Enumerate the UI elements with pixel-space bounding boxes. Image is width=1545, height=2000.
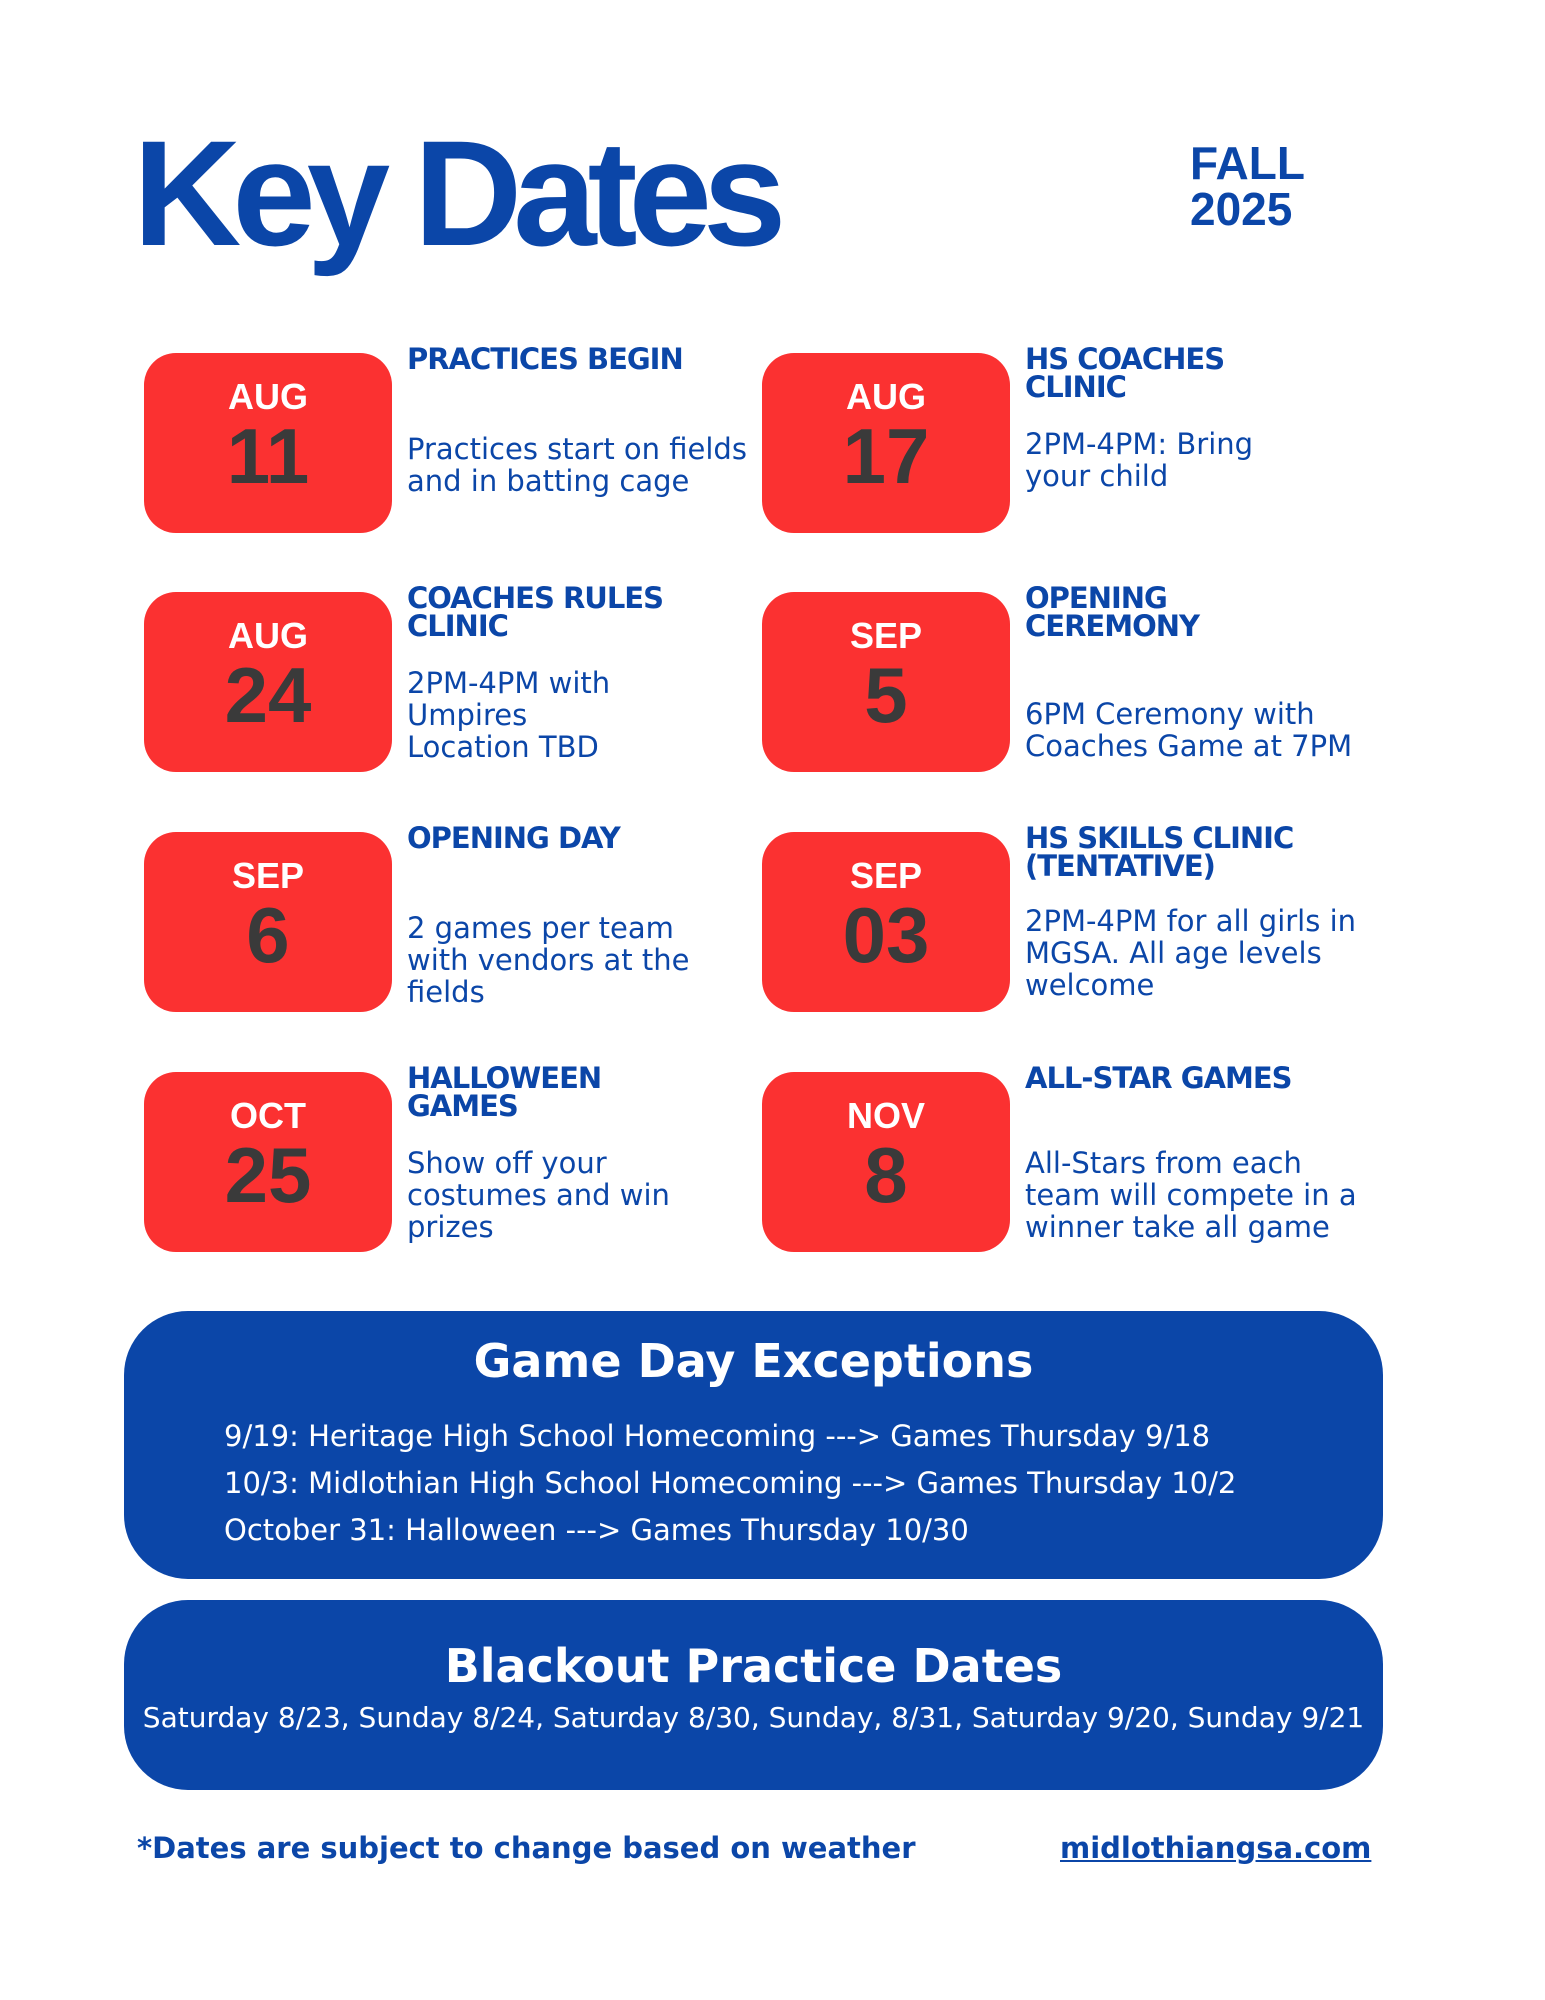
date-month: OCT <box>230 1095 306 1136</box>
page-title: Key Dates <box>133 109 778 277</box>
date-month: AUG <box>846 376 926 417</box>
event-card-opening-ceremony <box>762 581 1362 782</box>
event-description: 2PM-4PM with Umpires Location TBD <box>407 666 611 764</box>
season-term: FALL <box>1190 137 1305 189</box>
season-label <box>1190 137 1350 235</box>
event-card-opening-day <box>144 821 744 1022</box>
game-day-exceptions-panel <box>124 1311 1383 1579</box>
event-card-hs-coaches-clinic <box>762 342 1362 543</box>
date-day: 17 <box>842 412 930 500</box>
event-description: 2PM-4PM for all girls in MGSA. All age levels welcome <box>1025 904 1357 1002</box>
date-month: AUG <box>228 376 308 417</box>
event-title: COACHES RULES CLINIC <box>407 581 664 643</box>
weather-disclaimer: *Dates are subject to change based on weather <box>137 1831 916 1865</box>
exception-item: 10/3: Midlothian High School Homecoming ---> Games Thursday 10/2 <box>224 1466 1237 1500</box>
event-title: PRACTICES BEGIN <box>407 342 683 376</box>
date-badge <box>144 832 392 1012</box>
blackout-dates: Saturday 8/23, Sunday 8/24, Saturday 8/30, Sunday, 8/31, Saturday 9/20, Sunday 9/21 <box>142 1701 1365 1734</box>
date-day: 11 <box>226 412 310 500</box>
event-card-all-star-games <box>762 1061 1362 1262</box>
event-title: ALL-STAR GAMES <box>1025 1061 1292 1095</box>
exception-item: October 31: Halloween ---> Games Thursday 10/30 <box>224 1513 969 1547</box>
date-day: 5 <box>864 651 908 739</box>
date-day: 8 <box>864 1131 908 1219</box>
blackout-heading: Blackout Practice Dates <box>444 1639 1063 1693</box>
website-link[interactable]: midlothiangsa.com <box>1060 1831 1372 1865</box>
event-description: Show off your costumes and win prizes <box>407 1146 670 1244</box>
date-badge <box>762 1072 1010 1252</box>
exception-item: 9/19: Heritage High School Homecoming ---> Games Thursday 9/18 <box>224 1419 1211 1453</box>
date-month: NOV <box>846 1095 925 1136</box>
event-description: 6PM Ceremony with Coaches Game at 7PM <box>1025 697 1353 763</box>
date-badge <box>762 592 1010 772</box>
event-title: HALLOWEEN GAMES <box>407 1061 602 1123</box>
blackout-dates-panel <box>124 1600 1383 1790</box>
date-badge <box>762 353 1010 533</box>
event-card-hs-skills-clinic <box>762 821 1362 1022</box>
date-day: 24 <box>224 651 312 739</box>
date-day: 6 <box>246 891 290 979</box>
date-month: AUG <box>228 615 308 656</box>
event-card-coaches-rules-clinic <box>144 581 744 782</box>
date-month: SEP <box>849 615 923 656</box>
date-badge <box>144 353 392 533</box>
event-title: OPENING DAY <box>407 821 620 855</box>
date-badge <box>762 832 1010 1012</box>
event-description: Practices start on fields and in batting cage <box>407 432 747 498</box>
event-card-practices-begin <box>144 342 747 543</box>
date-day: 03 <box>842 891 930 979</box>
event-title: HS COACHES CLINIC <box>1025 342 1225 404</box>
date-badge <box>144 1072 392 1252</box>
date-badge <box>144 592 392 772</box>
event-title: HS SKILLS CLINIC (TENTATIVE) <box>1025 821 1294 883</box>
game-day-exceptions-heading: Game Day Exceptions <box>473 1334 1034 1388</box>
season-year: 2025 <box>1190 183 1293 235</box>
date-month: SEP <box>849 855 923 896</box>
event-card-halloween-games <box>144 1061 744 1262</box>
event-title: OPENING CEREMONY <box>1025 581 1200 643</box>
date-month: SEP <box>231 855 305 896</box>
event-description: 2 games per team with vendors at the fields <box>407 911 690 1009</box>
event-description: 2PM-4PM: Bring your child <box>1025 427 1254 493</box>
exceptions-list <box>224 1413 1236 1554</box>
event-description: All-Stars from each team will compete in a winner take all game <box>1025 1146 1357 1244</box>
date-day: 25 <box>224 1131 312 1219</box>
